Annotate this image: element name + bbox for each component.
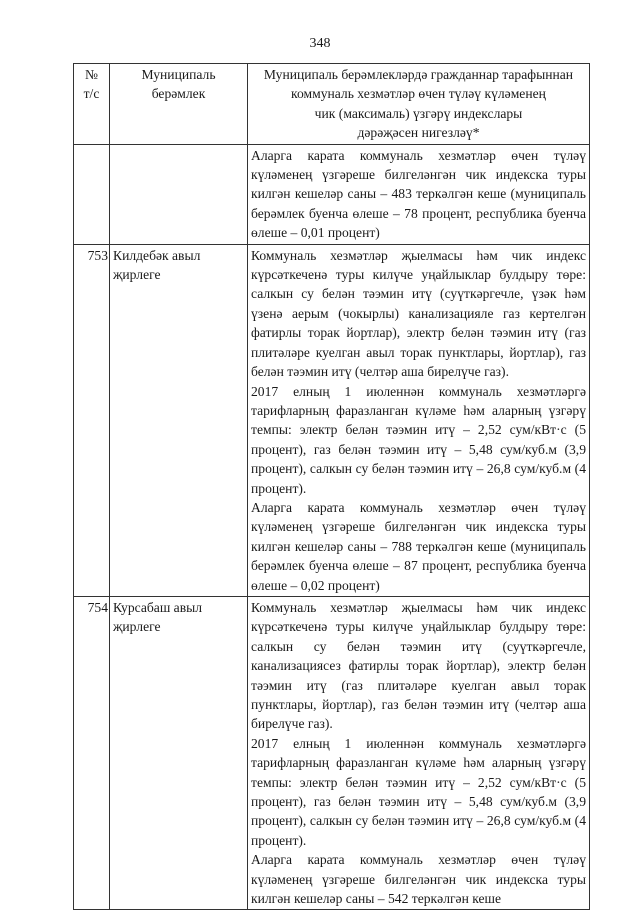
- table-row: [74, 244, 590, 596]
- row-number: 753: [74, 244, 110, 596]
- header-justification-line: дәрәҗәсен нигезләү*: [357, 125, 480, 141]
- row-paragraph: Аларга карата коммуналь хезмәтләр өчен түләү күләменең үзгәреше билгеләнгән чик индекска туры килгән кешеләр саны – 483 теркәлгән кеше (муниципаль берәмлек буенча өлеше – 78 процент, республика буенча өлеше – 0,01 процент): [251, 147, 586, 241]
- header-justification-line: чик (максималь) үзгәрү индекслары: [314, 105, 523, 121]
- row-number: 754: [74, 596, 110, 910]
- row-paragraph: Аларга карата коммуналь хезмәтләр өчен түләү күләменең үзгәреше билгеләнгән чик индекска туры килгән кешеләр саны – 788 теркәлгән кеше (муниципаль берәмлек буенча өлеше – 87 процент, республика буенча өлеше – 0,02 процент): [251, 499, 586, 593]
- table-header-row: [74, 64, 590, 145]
- row-paragraph: Коммуналь хезмәтләр җыелмасы һәм чик индекс күрсәткеченә туры килүче уңайлыклар булдыру төре: салкын су белән тәэмин итү (суүткәргечле, үзәк һәм үзенә аерым (чокырлы) канализацияле газ кертелгән фатирлы торак йортлар), электр белән тәэмин итү (газ плитәләре куелган авыл торак пунктлары, йортлар), газ белән тәэмин итү (челтәр аша бирелүче газ).: [251, 247, 586, 380]
- header-number: [74, 64, 110, 145]
- row-justification: [248, 596, 590, 910]
- header-number-line: №: [85, 67, 98, 82]
- row-paragraph: 2017 елның 1 июленнән коммуналь хезмәтләргә тарифларның фаразланган күләме һәм аларның үзгәрү темпы: электр белән тәэмин итү – 2,52 сум/кВт·с (5 процент), газ белән тәэмин итү – 5,48 сум/куб.м (3,9 процент), салкын су белән тәэмин итү – 26,8 сум/куб.м (4 процент).: [251, 735, 586, 848]
- row-justification: [248, 244, 590, 596]
- row-paragraph: Аларга карата коммуналь хезмәтләр өчен түләү күләменең үзгәреше билгеләнгән чик индекска туры килгән кешеләр саны – 542 теркәлгән кеше: [251, 852, 586, 907]
- row-number: [74, 144, 110, 244]
- header-municipality: [110, 64, 248, 145]
- header-number-line: т/с: [83, 86, 100, 102]
- header-municipality-line: берәмлек: [151, 86, 206, 102]
- row-municipality: Килдебәк авыл җирлеге: [110, 244, 248, 596]
- header-justification: [248, 64, 590, 145]
- document-table: [73, 63, 590, 910]
- header-justification-line: коммуналь хезмәтләр өчен түләү күләменең: [291, 86, 546, 102]
- row-municipality: [110, 144, 248, 244]
- header-municipality-line: Муниципаль: [141, 67, 216, 82]
- row-paragraph: 2017 елның 1 июленнән коммуналь хезмәтләргә тарифларның фаразланган күләме һәм аларның үзгәрү темпы: электр белән тәэмин итү – 2,52 сум/кВт·с (5 процент), газ белән тәэмин итү – 5,48 сум/куб.м (3,9 процент), салкын су белән тәэмин итү – 26,8 сум/куб.м (4 процент).: [251, 383, 586, 496]
- page-number: 348: [309, 36, 331, 51]
- row-justification: [248, 144, 590, 244]
- row-municipality: Курсабаш авыл җирлеге: [110, 596, 248, 910]
- table-row: [74, 144, 590, 244]
- header-justification-line: Муниципаль берәмлекләрдә гражданнар тарафыннан: [263, 67, 574, 82]
- row-paragraph: Коммуналь хезмәтләр җыелмасы һәм чик индекс күрсәткеченә туры килүче уңайлыклар булдыру төре: салкын су белән тәэмин итү (суүткәргечле, канализациясез фатирлы торак йортлар), электр белән тәэмин итү (газ плитәләре куелган авыл торак пунктлары, йортлар), газ белән тәэмин итү (челтәр аша бирелүче газ).: [251, 599, 586, 732]
- table-row: [74, 596, 590, 910]
